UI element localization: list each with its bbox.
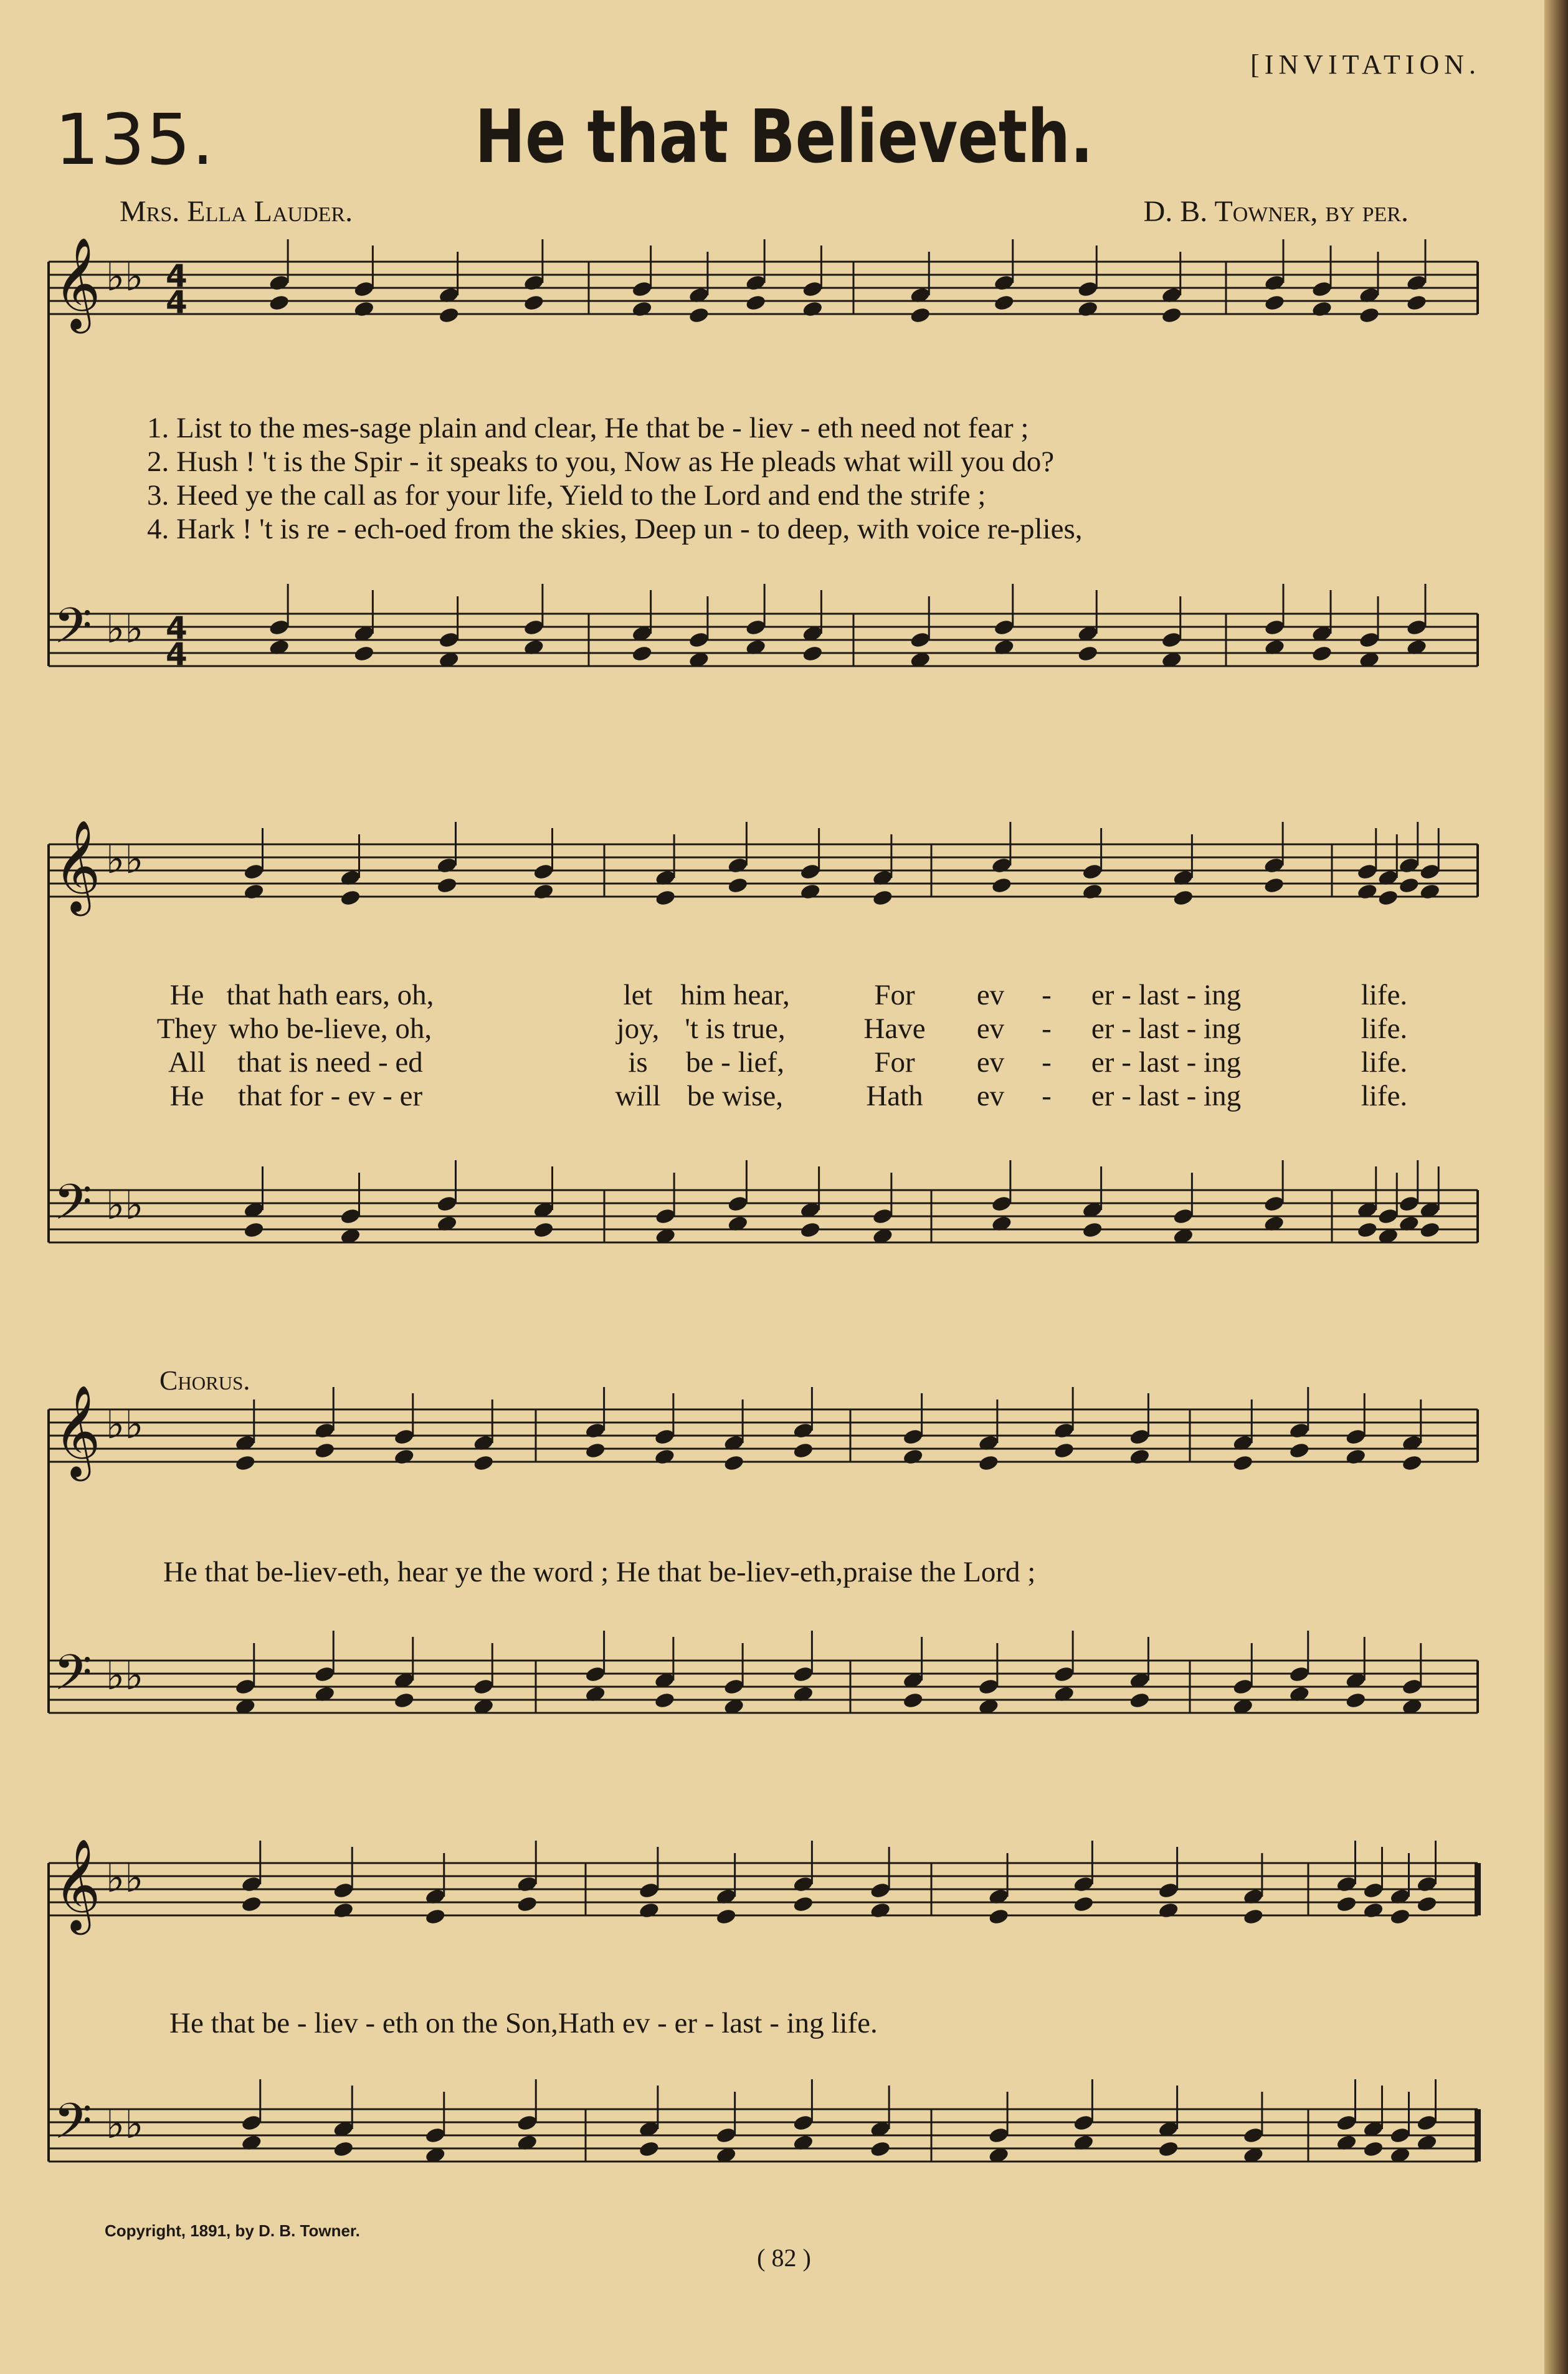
key-signature-flats: ♭♭ (106, 1856, 144, 1902)
note-head (902, 1691, 924, 1709)
verse-3-line-2-syllable: that is need - ed (237, 1046, 423, 1079)
note-head (393, 1428, 415, 1446)
note-head (314, 1441, 336, 1459)
note-head (792, 1665, 814, 1683)
note-head (268, 618, 290, 636)
note-head (1389, 2126, 1411, 2144)
note-head (333, 1881, 354, 1899)
note-head (1416, 1895, 1438, 1913)
note-head (1362, 2140, 1384, 2158)
note-head (516, 1895, 538, 1913)
note-head (653, 1428, 675, 1446)
note-head (1345, 1447, 1367, 1466)
verse-3-line-2-syllable: is (628, 1046, 648, 1079)
note-head (745, 618, 767, 636)
note-head (393, 1691, 415, 1709)
verse-4-line-2-syllable: ev (976, 1080, 1005, 1112)
note-head (240, 1875, 262, 1893)
note-head (1416, 2114, 1438, 2132)
note-head (870, 2140, 891, 2158)
verse-4-line-2-syllable: He (169, 1080, 204, 1112)
verse-1-line-2-syllable: For (874, 979, 915, 1011)
note-head (1419, 882, 1441, 900)
note-head (870, 1901, 891, 1919)
note-head (1081, 1221, 1103, 1239)
note-head (393, 1447, 415, 1466)
note-head (333, 2140, 354, 2158)
note-head (1081, 862, 1103, 880)
note-head (1263, 293, 1285, 312)
treble-clef: 𝄞 (54, 1385, 101, 1477)
note-head (1401, 1454, 1423, 1472)
note-head (870, 1881, 891, 1899)
verse-4-line-2-syllable: will (615, 1080, 661, 1112)
verse-4-line-2-syllable: life. (1361, 1080, 1408, 1112)
note-head (638, 1881, 660, 1899)
note-head (1377, 1207, 1399, 1225)
treble-clef: 𝄞 (54, 1838, 101, 1931)
note-head (631, 280, 653, 298)
verse-2-line-2-syllable: joy, (616, 1013, 660, 1045)
note-head (1356, 882, 1378, 900)
note-head (799, 882, 821, 900)
verse-4-line-2-syllable: Hath (866, 1080, 923, 1112)
chorus-label: Chorus. (159, 1365, 250, 1396)
time-signature-top: 4 (166, 258, 188, 294)
note-head (1416, 1875, 1438, 1893)
chorus-line-1: He that be-liev-eth, hear ye the word ; He that be-liev-eth,praise the Lord ; (163, 1556, 1036, 1588)
note-head (1242, 2126, 1264, 2144)
note-head (638, 2140, 660, 2158)
note-head (1377, 889, 1399, 907)
note-head (688, 631, 710, 649)
note-head (1263, 856, 1285, 874)
note-head (1362, 1881, 1384, 1899)
note-head (792, 1421, 814, 1439)
verse-3-line-2-syllable: ev (976, 1046, 1005, 1079)
note-head (1053, 1665, 1075, 1683)
note-head (653, 1691, 675, 1709)
note-head (268, 293, 290, 312)
note-head (1129, 1691, 1151, 1709)
key-signature-flats: ♭♭ (106, 254, 144, 300)
verse-1-line-2-syllable: ev (976, 979, 1005, 1011)
note-head (1157, 1901, 1179, 1919)
note-head (715, 1907, 737, 1925)
note-head (234, 1454, 256, 1472)
verse-1-line-1: 1. List to the mes-sage plain and clear, He that be - liev - eth need not fear ; (147, 412, 1029, 444)
note-head (243, 862, 265, 880)
verse-4-line-2-syllable: that for - ev - er (237, 1080, 423, 1112)
note-head (1161, 306, 1182, 324)
note-head (1336, 1895, 1357, 1913)
note-head (792, 1895, 814, 1913)
note-head (977, 1677, 999, 1695)
verse-4-line-2-syllable: be wise, (687, 1080, 784, 1112)
note-head (424, 2126, 446, 2144)
key-signature-flats: ♭♭ (106, 2102, 144, 2148)
verse-2-line-2-syllable: They (156, 1013, 217, 1045)
note-head (1358, 306, 1380, 324)
note-head (993, 293, 1015, 312)
note-head (438, 306, 460, 324)
verse-1-line-2-syllable: er - last - ing (1091, 979, 1242, 1011)
note-head (340, 1207, 361, 1225)
note-head (802, 644, 824, 662)
note-head (1053, 1421, 1075, 1439)
note-head (1077, 300, 1099, 318)
note-head (988, 1907, 1010, 1925)
note-head (1362, 1901, 1384, 1919)
note-head (1405, 618, 1427, 636)
verse-2-line-2-syllable: 't is true, (685, 1013, 786, 1045)
verse-3-line-2-syllable: For (874, 1046, 915, 1079)
note-head (1161, 631, 1182, 649)
verse-4-line-1: 4. Hark ! 't is re - ech-oed from the skies, Deep un - to deep, with voice re-plies, (147, 513, 1083, 545)
note-head (688, 306, 710, 324)
note-head (1401, 1677, 1423, 1695)
note-head (727, 856, 749, 874)
verse-2-line-2-syllable: ev (976, 1013, 1005, 1045)
note-head (240, 1895, 262, 1913)
note-head (1358, 631, 1380, 649)
page-number: ( 82 ) (757, 2244, 811, 2272)
verse-3-line-2-syllable: er - last - ing (1091, 1046, 1242, 1079)
note-head (1077, 280, 1099, 298)
note-head (1336, 1875, 1357, 1893)
verse-3-line-2-syllable: - (1042, 1046, 1052, 1079)
treble-clef: 𝄞 (54, 819, 101, 912)
note-head (584, 1421, 606, 1439)
note-head (1232, 1677, 1254, 1695)
note-head (523, 618, 544, 636)
note-head (473, 1677, 495, 1695)
note-head (436, 1194, 458, 1213)
note-head (745, 293, 767, 312)
verse-2-line-2-syllable: Have (863, 1013, 926, 1045)
verse-2-line-1: 2. Hush ! 't is the Spir - it speaks to you, Now as He pleads what will you do? (147, 446, 1055, 478)
verse-1-line-2-syllable: him hear, (680, 979, 790, 1011)
verse-2-line-2-syllable: - (1042, 1013, 1052, 1045)
note-head (977, 1454, 999, 1472)
note-head (533, 882, 554, 900)
bass-clef: 𝄢 (54, 2092, 92, 2162)
note-head (340, 889, 361, 907)
note-head (1129, 1447, 1151, 1466)
bass-clef: 𝄢 (54, 1644, 92, 1714)
note-head (910, 306, 931, 324)
note-head (1172, 889, 1194, 907)
bass-clef: 𝄢 (54, 597, 92, 667)
note-head (1311, 300, 1333, 318)
note-head (353, 644, 375, 662)
note-head (516, 2114, 538, 2132)
section-label: [INVITATION. (1250, 49, 1481, 80)
lyricist-credit: Mrs. Ella Lauder. (120, 195, 353, 228)
verse-4-line-2-syllable: er - last - ing (1091, 1080, 1242, 1112)
note-head (523, 274, 544, 292)
verse-1-line-2-syllable: life. (1361, 979, 1408, 1011)
note-head (438, 631, 460, 649)
note-head (1405, 293, 1427, 312)
verse-3-line-1: 3. Heed ye the call as for your life, Yield to the Lord and end the strife ; (147, 479, 986, 512)
note-head (631, 300, 653, 318)
note-head (1242, 1907, 1264, 1925)
hymn-number: 135. (55, 100, 216, 181)
composer-credit: D. B. Towner, by per. (1143, 195, 1409, 228)
note-head (792, 1875, 814, 1893)
note-head (1345, 1691, 1367, 1709)
verse-2-line-2-syllable: who be-lieve, oh, (228, 1013, 432, 1045)
note-head (872, 889, 893, 907)
note-head (1073, 1895, 1095, 1913)
note-head (436, 856, 458, 874)
note-head (314, 1665, 336, 1683)
note-head (993, 618, 1015, 636)
key-signature-flats: ♭♭ (106, 1653, 144, 1699)
note-head (584, 1441, 606, 1459)
note-head (533, 1221, 554, 1239)
note-head (1263, 876, 1285, 894)
note-head (1073, 2114, 1095, 2132)
note-head (1389, 1907, 1411, 1925)
key-signature-flats: ♭♭ (106, 837, 144, 883)
note-head (1263, 618, 1285, 636)
note-head (314, 1421, 336, 1439)
note-head (1311, 280, 1333, 298)
note-head (792, 2114, 814, 2132)
note-head (655, 1207, 677, 1225)
note-head (1053, 1441, 1075, 1459)
note-head (991, 1194, 1012, 1213)
note-head (268, 274, 290, 292)
note-head (993, 274, 1015, 292)
chorus-line-2: He that be - liev - eth on the Son,Hath ev - er - last - ing life. (169, 2007, 878, 2039)
note-head (1311, 644, 1333, 662)
note-head (1398, 876, 1420, 894)
note-head (1419, 862, 1441, 880)
time-signature-bottom: 4 (166, 284, 188, 320)
verse-1-line-2-syllable: that hath ears, oh, (226, 979, 434, 1011)
copyright-notice: Copyright, 1891, by D. B. Towner. (105, 2221, 360, 2240)
note-head (745, 274, 767, 292)
note-head (243, 1221, 265, 1239)
note-head (1356, 862, 1378, 880)
note-head (1288, 1665, 1310, 1683)
note-head (991, 876, 1012, 894)
note-head (638, 1901, 660, 1919)
note-head (1345, 1428, 1367, 1446)
note-head (653, 1447, 675, 1466)
verse-1-line-2-syllable: - (1042, 979, 1052, 1011)
note-head (988, 2126, 1010, 2144)
note-head (715, 2126, 737, 2144)
note-head (799, 1221, 821, 1239)
note-head (1081, 882, 1103, 900)
note-head (1398, 1194, 1420, 1213)
verse-3-line-2-syllable: be - lief, (686, 1046, 784, 1079)
note-head (234, 1677, 256, 1695)
note-head (723, 1454, 745, 1472)
note-head (1129, 1428, 1151, 1446)
verse-2-line-2-syllable: life. (1361, 1013, 1408, 1045)
key-signature-flats: ♭♭ (106, 606, 144, 652)
note-head (991, 856, 1012, 874)
note-head (902, 1428, 924, 1446)
treble-clef: 𝄞 (54, 237, 101, 330)
note-head (1356, 1221, 1378, 1239)
verse-1-line-2-syllable: let (623, 979, 653, 1011)
verse-3-line-2-syllable: life. (1361, 1046, 1408, 1079)
note-head (655, 889, 677, 907)
note-head (1077, 644, 1099, 662)
note-head (584, 1665, 606, 1683)
note-head (727, 1194, 749, 1213)
bass-clef: 𝄢 (54, 1173, 92, 1243)
note-head (723, 1677, 745, 1695)
time-signature-bottom: 4 (166, 636, 188, 672)
note-head (1288, 1421, 1310, 1439)
note-head (910, 631, 931, 649)
note-head (1288, 1441, 1310, 1459)
note-head (872, 1207, 893, 1225)
verse-1-line-2-syllable: He (169, 979, 204, 1011)
note-head (353, 280, 375, 298)
note-head (902, 1447, 924, 1466)
note-head (516, 1875, 538, 1893)
note-head (473, 1454, 495, 1472)
note-head (1172, 1207, 1194, 1225)
note-head (802, 300, 824, 318)
note-head (631, 644, 653, 662)
note-head (333, 1901, 354, 1919)
key-signature-flats: ♭♭ (106, 1402, 144, 1448)
note-head (792, 1441, 814, 1459)
note-head (1398, 856, 1420, 874)
note-head (1232, 1454, 1254, 1472)
note-head (1157, 2140, 1179, 2158)
note-head (799, 862, 821, 880)
note-head (424, 1907, 446, 1925)
note-head (523, 293, 544, 312)
note-head (436, 876, 458, 894)
time-signature-top: 4 (166, 610, 188, 646)
note-head (1263, 274, 1285, 292)
note-head (533, 862, 554, 880)
verse-3-line-2-syllable: All (168, 1046, 206, 1079)
hymn-title: He that Believeth. (475, 93, 1093, 179)
key-signature-flats: ♭♭ (106, 1183, 144, 1229)
note-head (802, 280, 824, 298)
note-head (1073, 1875, 1095, 1893)
note-head (727, 876, 749, 894)
note-head (1405, 274, 1427, 292)
note-head (1263, 1194, 1285, 1213)
note-head (243, 882, 265, 900)
note-head (1336, 2114, 1357, 2132)
verse-4-line-2-syllable: - (1042, 1080, 1052, 1112)
note-head (1157, 1881, 1179, 1899)
note-head (240, 2114, 262, 2132)
note-head (353, 300, 375, 318)
verse-2-line-2-syllable: er - last - ing (1091, 1013, 1242, 1045)
note-head (1419, 1221, 1441, 1239)
